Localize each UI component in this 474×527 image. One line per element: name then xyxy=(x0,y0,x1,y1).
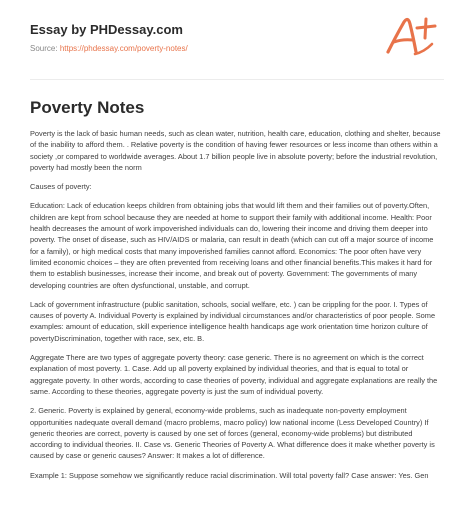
paragraph-types-of-causes: Lack of government infrastructure (public sanitation, schools, social welfare, etc. ) can be crippling for the poor. I. Types of causes of poverty A. Individual Poverty is explained by individual circumstances and/or characteristics of poor people. Some examples: amount of education, skill experience intelligence health handicaps age work orientation time horizon culture of povertyDiscrimination, together with race, sex, etc. B. xyxy=(30,299,436,343)
paragraph-example: Example 1: Suppose somehow we significantly reduce racial discrimination. Will total poverty fall? Case answer: Yes. Gen xyxy=(30,470,429,480)
paragraph-definition: Poverty is the lack of basic human needs, such as clean water, nutrition, health care, education, clothing and shelter, because of the inability to afford them. . Relative poverty is the condition of having fewer resources or less income than others within a society ,or compared to worldwide averages. About 1.7 billion people live in absolute poverty; before the industrial revolution, poverty had mostly been the norm xyxy=(30,129,441,172)
a-plus-grade-icon xyxy=(382,14,438,58)
paragraph-causes-list: Education: Lack of education keeps children from obtaining jobs that would lift them and their families out of poverty.Often, children are kept from school because they are needed at home to support their family with additional income. Health: Poor health decreases the amount of work impoverished individuals can do, lowering their income and driving them deeper into poverty. The onset of disease, such as HIV/AIDS or malaria, can result in death (which can cut off a major source of income for a family), or high medical costs that many impoverished families cannot afford. Economics: The poor often have very limited economic choices – they are often prevented from receiving loans and other financial benefits.This makes it hard for them to establish businesses, increase their income, and break out of poverty. Government: The governments of many developing countries are often dysfunctional, unstable, and corrupt. xyxy=(30,201,434,290)
paragraph-causes-heading: Causes of poverty: xyxy=(30,182,92,192)
site-header xyxy=(30,22,410,53)
header-divider xyxy=(30,79,444,80)
paragraph-aggregate: Aggregate There are two types of aggregate poverty theory: case generic. There is no agreement on which is the correct explanation of most poverty. 1. Case. Add up all poverty explained by individual theories, and that is equal to total or aggregate poverty. In other words, according to case theories of poverty, individual and aggregate explanations are really the same. According to these theories, aggregate poverty is just the sum of individual poverty. xyxy=(30,353,438,396)
source-label: Source: xyxy=(30,44,58,53)
source-link[interactable]: https://phdessay.com/poverty-notes/ xyxy=(59,44,188,53)
source-line xyxy=(30,44,410,53)
site-brand[interactable]: Essay by PHDessay.com xyxy=(30,22,183,37)
paragraph-generic: 2. Generic. Poverty is explained by general, economy-wide problems, such as inadequate non-poverty employment opportunities nadequate overall demand (macro problems, macro policy) low national income (Less Developed Country) If generic theories are correct, poverty is caused by one set of forces (general, economy-wide problems) but distributed according to individual theories. II. Case vs. Generic Theories of Poverty A. What difference does it make whether poverty is caused by case or generic causes? Answer: It makes a lot of difference. xyxy=(30,406,435,461)
article-body xyxy=(30,128,442,489)
article-title: Poverty Notes xyxy=(30,98,145,117)
